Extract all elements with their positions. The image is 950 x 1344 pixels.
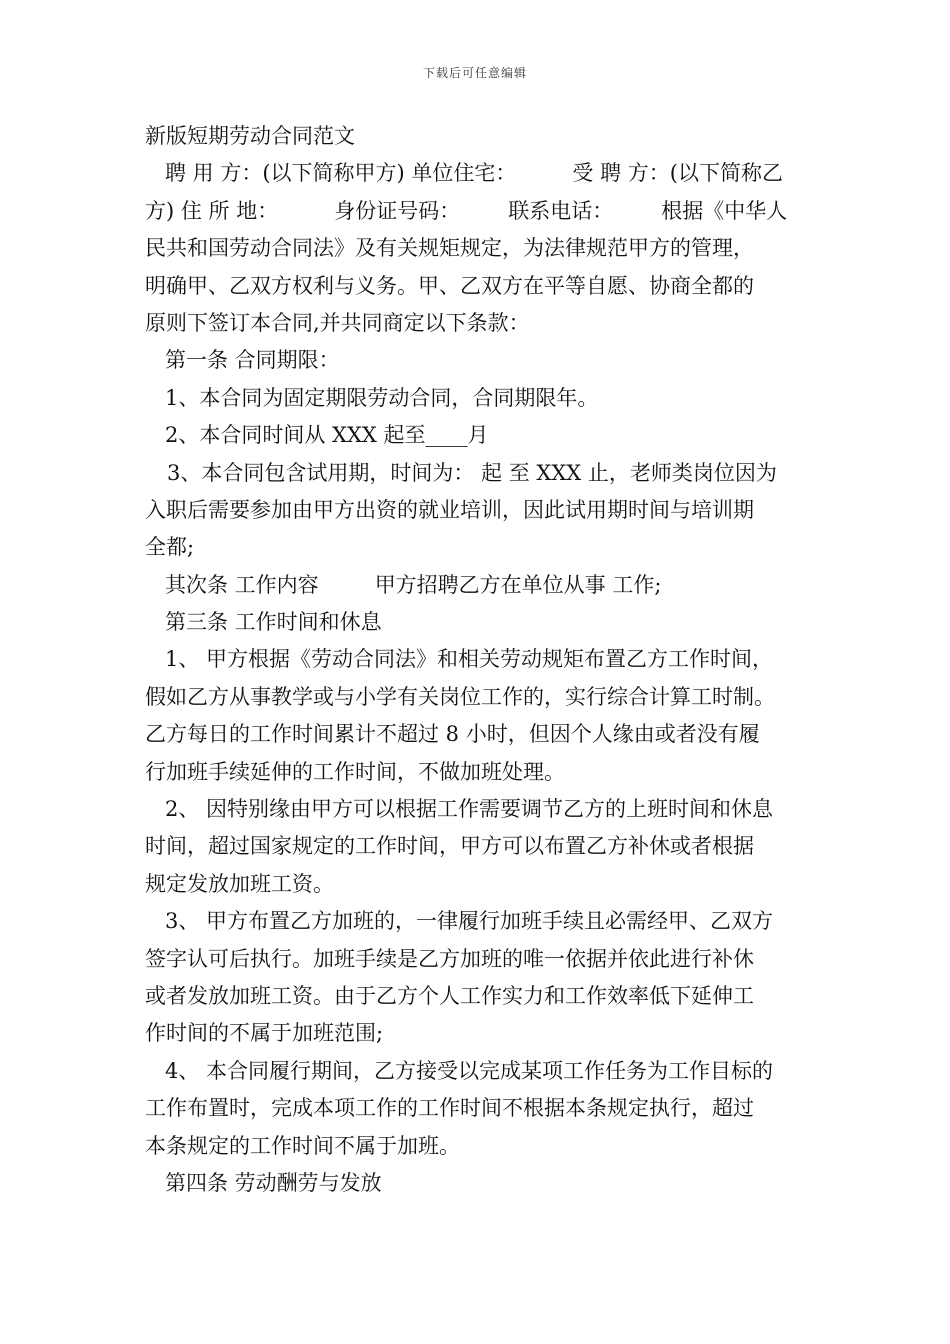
- paragraph-line: 本条规定的工作时间不属于加班。: [145, 1133, 460, 1158]
- article-2: [145, 567, 810, 604]
- article-3-para-3: 3、 甲方布置乙方加班的，一律履行加班手续且必需经甲、乙双方: [165, 909, 774, 934]
- article-3-para-1: 1、 甲方根据《劳动合同法》和相关劳动规矩布置乙方工作时间，: [165, 647, 774, 672]
- article-3-para-4: 4、 本合同履行期间，乙方接受以完成某项工作任务为工作目标的: [165, 1058, 774, 1083]
- paragraph-line: 时间，超过国家规定的工作时间，甲方可以布置乙方补休或者根据: [145, 834, 754, 859]
- parties-line-1: [145, 155, 810, 192]
- document-body: [145, 118, 810, 1202]
- phone-label: 联系电话：: [508, 198, 614, 223]
- document-title: 新版短期劳动合同范文: [145, 124, 355, 148]
- paragraph-line: 全都;: [145, 535, 195, 560]
- paragraph-line: 假如乙方从事教学或与小学有关岗位工作的，实行综合计算工时制。: [145, 684, 775, 709]
- employee-label: 受 聘 方：(以下简称乙: [572, 161, 783, 186]
- employer-label: 聘 用 方：(以下简称甲方) 单位住宅：: [165, 161, 517, 186]
- paragraph-line: 民共和国劳动合同法》及有关规矩规定，为法律规范甲方的管理，: [145, 236, 754, 261]
- article-4-heading: 第四条 劳动酬劳与发放: [165, 1170, 382, 1195]
- article-2-body: 甲方招聘乙方在单位从事 工作;: [374, 572, 662, 597]
- paragraph-line: 作时间的不属于加班范围;: [145, 1021, 384, 1046]
- page-header-note: 下载后可任意编辑: [422, 66, 527, 80]
- according-to-text: 根据《中华人: [661, 198, 788, 223]
- paragraph-line: 签字认可后执行。加班手续是乙方加班的唯一依据并依此进行补休: [145, 946, 754, 971]
- article-1-item-2: 2、本合同时间从 XXX 起至____月: [165, 423, 489, 448]
- paragraph-line: 行加班手续延伸的工作时间，不做加班处理。: [145, 759, 565, 784]
- article-1-heading: 第一条 合同期限：: [165, 348, 340, 373]
- paragraph-line: 乙方每日的工作时间累计不超过 8 小时，但因个人缘由或者没有履: [145, 722, 760, 747]
- paragraph-line: 或者发放加班工资。由于乙方个人工作实力和工作效率低下延伸工: [145, 983, 754, 1008]
- paragraph-line: 规定发放加班工资。: [145, 871, 334, 896]
- paragraph-line: 明确甲、乙双方权利与义务。甲、乙双方在平等自愿、协商全都的: [145, 273, 754, 298]
- article-3-heading: 第三条 工作时间和休息: [165, 610, 382, 635]
- id-number-label: 身份证号码：: [334, 198, 461, 223]
- paragraph-line: 工作布置时，完成本项工作的工作时间不根据本条规定执行，超过: [145, 1096, 754, 1121]
- parties-line-2: [145, 193, 810, 230]
- article-1-item-1: 1、本合同为固定期限劳动合同，合同期限年。: [165, 385, 599, 410]
- paragraph-line: 入职后需要参加由甲方出资的就业培训，因此试用期时间与培训期: [145, 497, 754, 522]
- paragraph-line: 原则下签订本合同,并共同商定以下条款：: [145, 310, 530, 335]
- article-3-para-2: 2、 因特别缘由甲方可以根据工作需要调节乙方的上班时间和休息: [165, 797, 774, 822]
- article-2-heading: 其次条 工作内容: [165, 572, 319, 597]
- article-1-item-3: 3、本合同包含试用期，时间为： 起 至 XXX 止，老师类岗位因为: [167, 460, 777, 485]
- address-label: 方) 住 所 地：: [145, 198, 279, 223]
